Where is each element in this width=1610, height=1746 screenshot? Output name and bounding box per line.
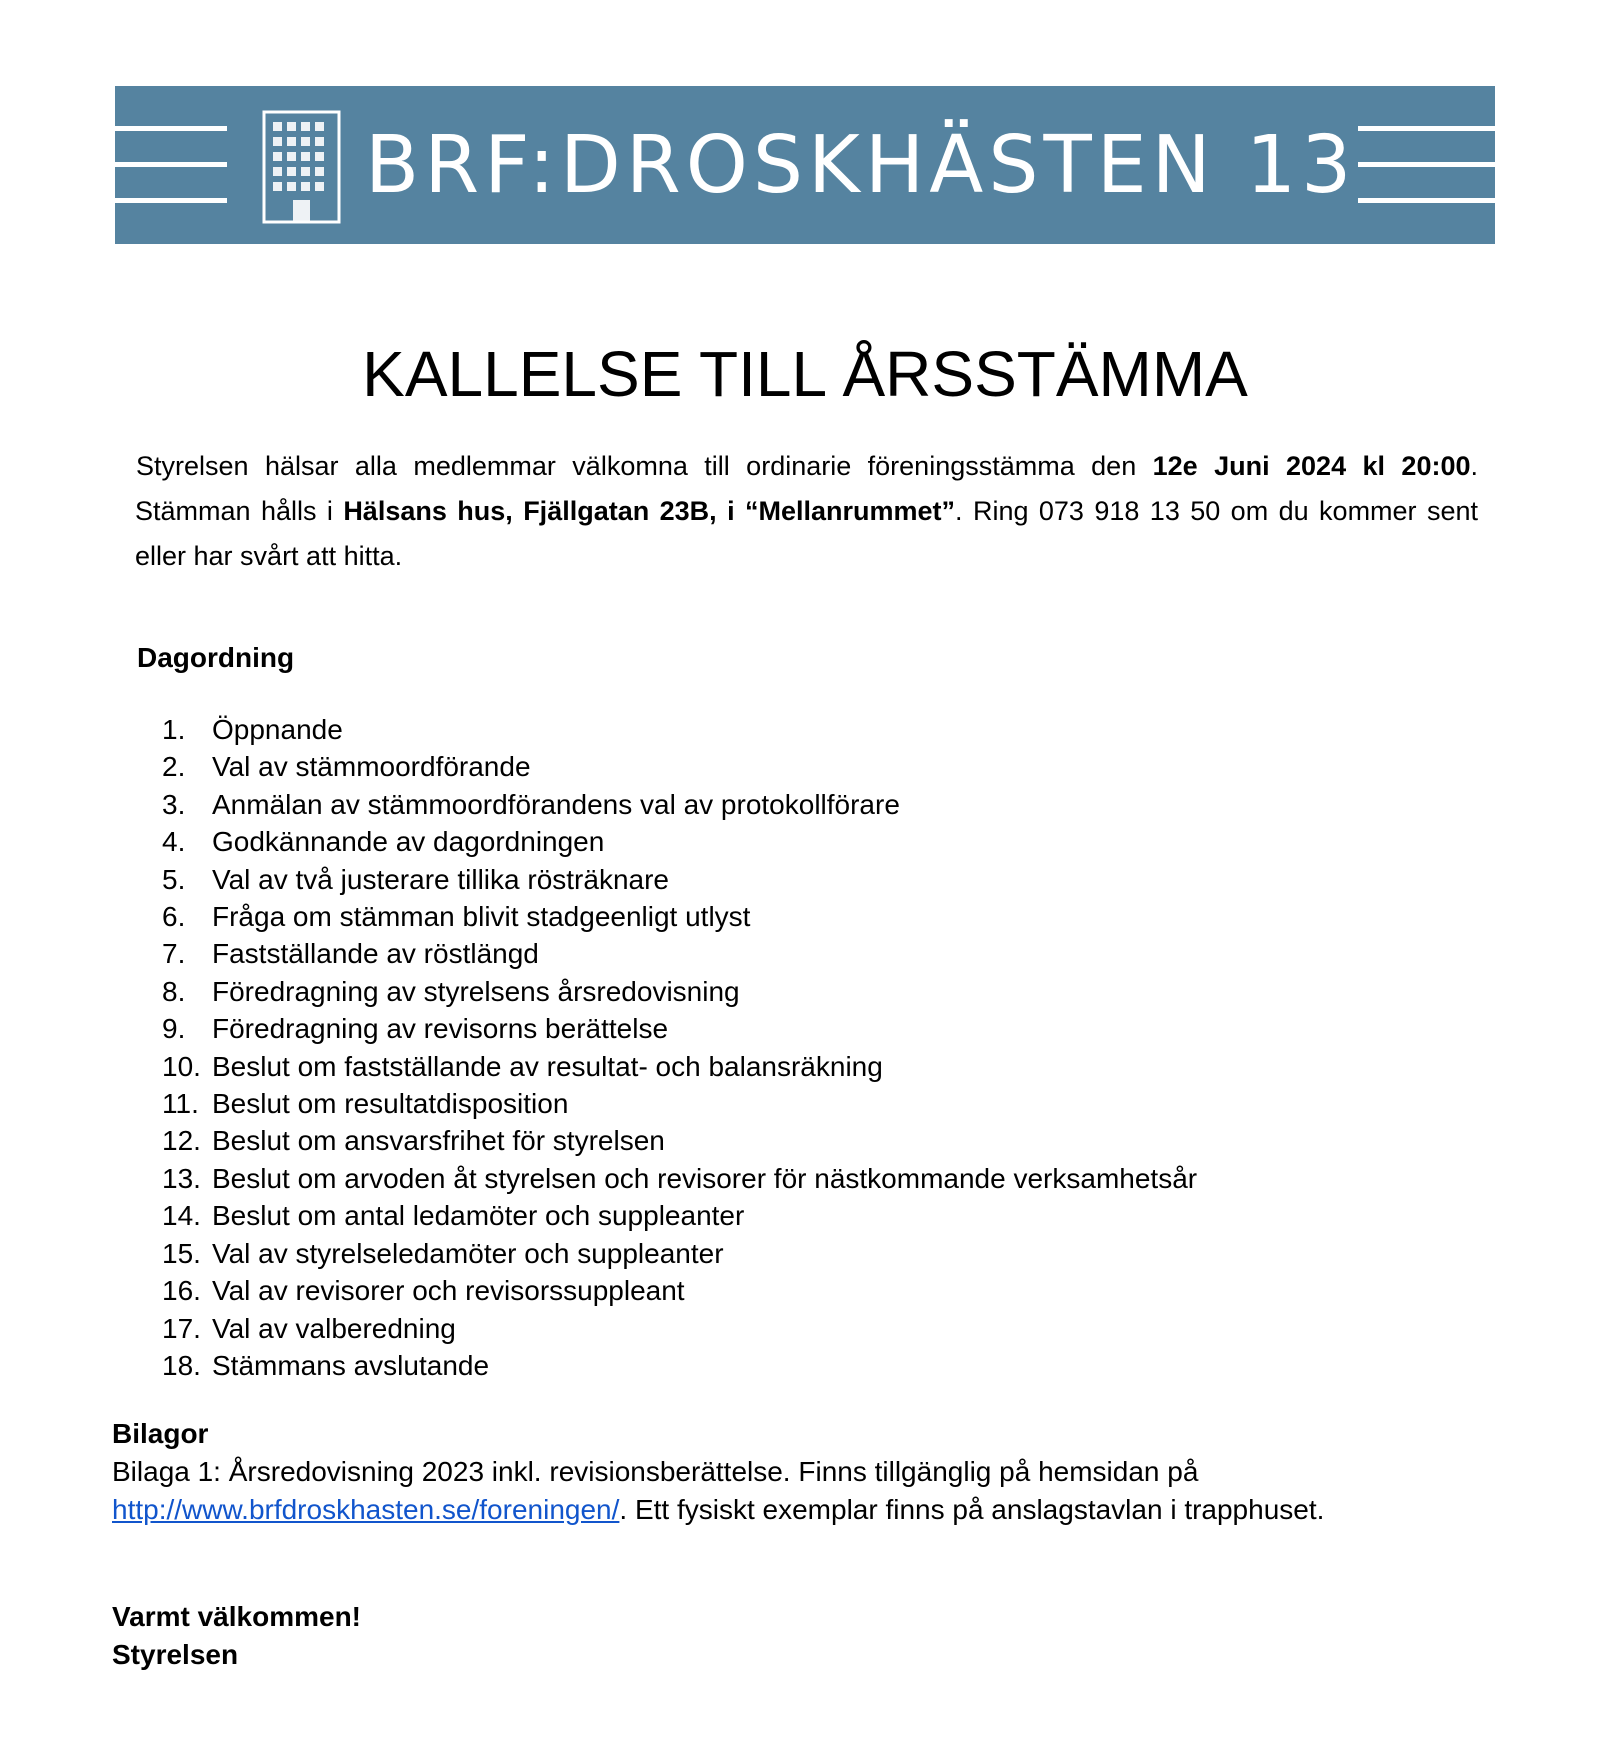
agenda-item <box>162 1122 1197 1159</box>
agenda-item-text: Beslut om arvoden åt styrelsen och revisorer för nästkommande verksamhetsår <box>212 1162 1198 1194</box>
meeting-datetime: 12e Juni 2024 kl 20:00 <box>1152 451 1471 481</box>
agenda-item <box>162 1310 1197 1347</box>
agenda-item-number: 13. <box>162 1162 201 1194</box>
agenda-item-text: Val av revisorer och revisorssuppleant <box>212 1275 685 1307</box>
agenda-item <box>162 898 1197 935</box>
agenda-item-text: Föredragning av revisorns berättelse <box>212 1013 669 1045</box>
agenda-item <box>162 1272 1197 1309</box>
agenda-item <box>162 711 1197 748</box>
intro-paragraph <box>135 444 1478 579</box>
agenda-item <box>162 973 1197 1010</box>
agenda-item-text: Beslut om resultatdisposition <box>212 1088 569 1120</box>
agenda-item <box>162 786 1197 823</box>
agenda-item-number: 9. <box>162 1013 186 1045</box>
agenda-list <box>162 711 1197 1384</box>
agenda-item-text: Öppnande <box>212 714 343 745</box>
agenda-item-text: Val av valberedning <box>212 1312 456 1344</box>
annual-report-link[interactable]: http://www.brfdroskhasten.se/foreningen/ <box>112 1494 620 1525</box>
agenda-item-number: 5. <box>162 863 186 895</box>
agenda-item <box>162 1197 1197 1234</box>
logo-text: BRF:DROSKHÄSTEN 13 <box>365 119 1357 211</box>
agenda-item-number: 7. <box>162 938 186 970</box>
closing-greeting: Varmt välkommen! <box>112 1601 361 1632</box>
attachment-description: Bilaga 1: Årsredovisning 2023 inkl. revisionsberättelse. Finns tillgänglig på hemsidan på <box>112 1456 1199 1487</box>
agenda-item-number: 6. <box>162 901 186 933</box>
closing-signature <box>112 1598 361 1674</box>
agenda-item-text: Val av stämmoordförande <box>212 751 531 783</box>
attachments-text <box>112 1453 1552 1529</box>
agenda-item-text: Beslut om fastställande av resultat- och balansräkning <box>212 1050 883 1082</box>
agenda-item-text: Val av styrelseledamöter och suppleanter <box>212 1237 724 1269</box>
agenda-item-number: 14. <box>162 1200 201 1232</box>
agenda-item <box>162 1347 1197 1384</box>
page-title: KALLELSE TILL ÅRSSTÄMMA <box>362 338 1248 410</box>
agenda-item-text: Fastställande av röstlängd <box>212 938 539 970</box>
attachments-heading: Bilagor <box>112 1418 209 1449</box>
agenda-item <box>162 1048 1197 1085</box>
building-icon <box>264 112 339 222</box>
agenda-item-number: 2. <box>162 751 186 783</box>
agenda-item <box>162 748 1197 785</box>
agenda-item <box>162 1010 1197 1047</box>
closing-signer: Styrelsen <box>112 1639 239 1670</box>
agenda-item-number: 3. <box>162 788 186 820</box>
agenda-item-text: Anmälan av stämmoordförandens val av protokollförare <box>212 788 900 820</box>
agenda-item-text: Beslut om ansvarsfrihet för styrelsen <box>212 1125 665 1157</box>
attachment-description-2: . Ett fysiskt exemplar finns på anslagstavlan i trapphuset. <box>619 1494 1325 1525</box>
agenda-item-text: Stämmans avslutande <box>212 1349 490 1381</box>
agenda-heading: Dagordning <box>137 642 295 673</box>
agenda-item <box>162 823 1197 860</box>
agenda-item <box>162 861 1197 898</box>
agenda-item-text: Föredragning av styrelsens årsredovisning <box>212 975 740 1007</box>
intro-text-2: . Stämman hålls i <box>135 451 1479 526</box>
meeting-location: Hälsans hus, Fjällgatan 23B, i “Mellanrummet” <box>343 496 956 526</box>
agenda-item-number: 11. <box>162 1088 199 1120</box>
agenda-item-number: 8. <box>162 975 186 1007</box>
agenda-item <box>162 935 1197 972</box>
agenda-item-text: Val av två justerare tillika rösträknare <box>212 863 669 895</box>
right-stripes-icon <box>1358 126 1495 203</box>
agenda-item-number: 18. <box>162 1349 201 1381</box>
left-stripes-icon <box>115 126 227 203</box>
agenda-item-number: 16. <box>162 1275 201 1307</box>
agenda-item-number: 4. <box>162 826 186 858</box>
agenda-item-text: Beslut om antal ledamöter och suppleanter <box>212 1200 745 1232</box>
agenda-item <box>162 1085 1197 1122</box>
agenda-item-number: 10. <box>162 1050 201 1082</box>
agenda-item-number: 1. <box>162 714 186 745</box>
agenda-item <box>162 1160 1197 1197</box>
intro-text-1: Styrelsen hälsar alla medlemmar välkomna till ordinarie föreningsstämma den <box>136 451 1153 481</box>
agenda-item <box>162 1235 1197 1272</box>
agenda-item-number: 15. <box>162 1237 201 1269</box>
logo-banner <box>115 86 1495 244</box>
agenda-item-number: 12. <box>162 1125 201 1157</box>
agenda-item-text: Fråga om stämman blivit stadgeenligt utlyst <box>212 901 751 933</box>
intro-text-3: . Ring 073 918 13 50 om du kommer sent eller har svårt att hitta. <box>135 496 1478 571</box>
agenda-item-number: 17. <box>162 1312 201 1344</box>
agenda-item-text: Godkännande av dagordningen <box>212 826 605 858</box>
